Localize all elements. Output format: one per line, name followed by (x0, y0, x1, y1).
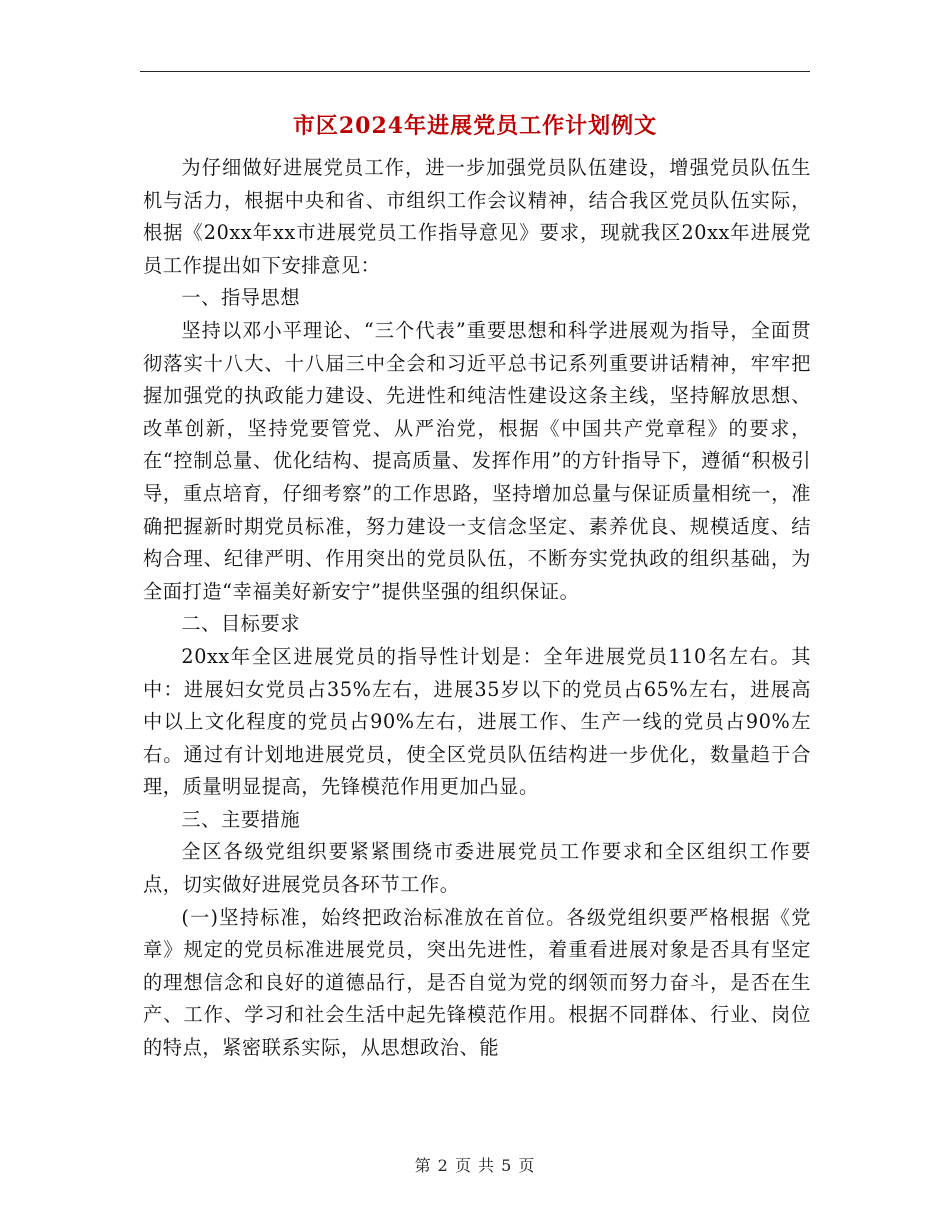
section-heading-guiding-ideology: 一、指导思想 (181, 286, 301, 310)
targets-paragraph: 20xx年全区进展党员的指导性计划是：全年进展党员110名左右。其中：进展妇女党员占35%左右，进展35岁以下的党员占65%左右，进展高中以上文化程度的党员占90%左右，进展工作、生产一线的党员占90%左右。通过有计划地进展党员，使全区党员队伍结构进一步优化，数量趋于合理，质量明显提高，先锋模范作用更加凸显。 (143, 644, 811, 799)
header-rule (140, 71, 810, 72)
section-heading-targets: 二、目标要求 (181, 612, 301, 636)
measures-intro-paragraph: 全区各级党组织要紧紧围绕市委进展党员工作要求和全区组织工作要点，切实做好进展党员各环节工作。 (143, 840, 811, 897)
document-body (143, 152, 811, 1065)
measure-one-paragraph: (一)坚持标准，始终把政治标准放在首位。各级党组织要严格根据《党章》规定的党员标准进展党员，突出先进性，着重看进展对象是否具有坚定的理想信念和良好的道德品行，是否自觉为党的纲领而努力奋斗，是否在生产、工作、学习和社会生活中起先锋模范作用。根据不同群体、行业、岗位的特点，紧密联系实际，从思想政治、能 (143, 905, 811, 1060)
guiding-ideology-paragraph: 坚持以邓小平理论、“三个代表”重要思想和科学进展观为指导，全面贯彻落实十八大、十八届三中全会和习近平总书记系列重要讲话精神，牢牢把握加强党的执政能力建设、先进性和纯洁性建设这条主线，坚持解放思想、改革创新，坚持党要管党、从严治党，根据《中国共产党章程》的要求，在“控制总量、优化结构、提高质量、发挥作用”的方针指导下，遵循“积极引导，重点培育，仔细考察”的工作思路，坚持增加总量与保证质量相统一，准确把握新时期党员标准，努力建设一支信念坚定、素养优良、规模适度、结构合理、纪律严明、作用突出的党员队伍，不断夯实党执政的组织基础，为全面打造“幸福美好新安宁”提供坚强的组织保证。 (143, 318, 811, 603)
intro-paragraph: 为仔细做好进展党员工作，进一步加强党员队伍建设，增强党员队伍生机与活力，根据中央和省、市组织工作会议精神，结合我区党员队伍实际，根据《20xx年xx市进展党员工作指导意见》要求，现就我区20xx年进展党员工作提出如下安排意见： (143, 156, 811, 277)
page-number: 第 2 页 共 5 页 (414, 1156, 536, 1175)
section-heading-measures: 三、主要措施 (181, 807, 301, 831)
document-title: 市区2024年进展党员工作计划例文 (292, 113, 658, 139)
